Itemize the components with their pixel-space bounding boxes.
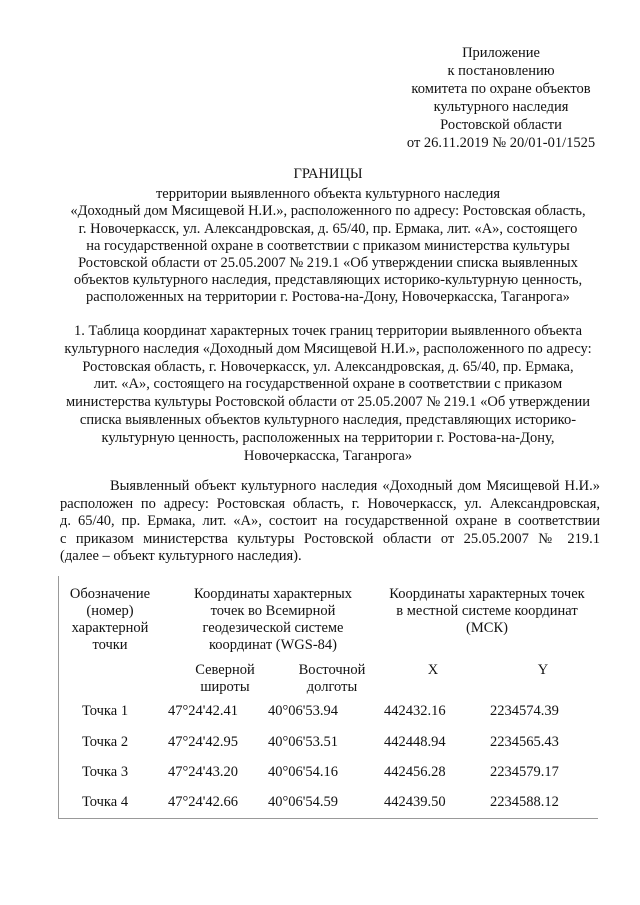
appendix-line: культурного наследия xyxy=(433,99,569,115)
subheader-longitude xyxy=(276,662,388,696)
table-bottom-border xyxy=(58,818,598,819)
header-line: Северной xyxy=(195,662,255,678)
cell-latitude: 47°24'42.41 xyxy=(168,703,239,719)
heading-line: на государственной охране в соответствии с приказом министерства культуры xyxy=(86,237,570,254)
section-line: культурного наследия «Доходный дом Мясищевой Н.И.», расположенного по адресу: xyxy=(64,340,592,357)
subheader-y: Y xyxy=(537,662,549,678)
cell-point: Точка 4 xyxy=(82,794,129,810)
header-line: точки xyxy=(92,637,128,653)
section-title xyxy=(56,323,600,465)
cell-point: Точка 3 xyxy=(82,764,129,780)
header-line: Восточной xyxy=(298,662,366,678)
appendix-header xyxy=(396,44,606,152)
header-line: точек во Всемирной xyxy=(210,603,336,619)
paragraph-line: Выявленный объект культурного наследия «Доходный дом Мясищевой Н.И.» xyxy=(110,478,600,494)
section-line: культурную ценность, расположенных на территории г. Ростова-на-Дону, xyxy=(101,429,555,446)
header-point-designation xyxy=(58,586,162,654)
section-line: списка выявленных объектов культурного наследия, представляющих историко- xyxy=(79,411,577,428)
section-line: лит. «А», состоящего на государственной охране в соответствии с приказом xyxy=(93,376,563,393)
cell-point: Точка 2 xyxy=(82,734,129,750)
document-heading xyxy=(58,166,598,307)
cell-x: 442432.16 xyxy=(384,703,446,719)
header-line: Координаты характерных точек xyxy=(389,586,585,602)
header-line: (номер) xyxy=(86,603,134,619)
header-line: Обозначение xyxy=(69,586,151,602)
cell-x: 442439.50 xyxy=(384,794,446,810)
appendix-line: Приложение xyxy=(462,45,540,61)
appendix-line: к постановлению xyxy=(447,63,555,79)
subheader-x: X xyxy=(427,662,439,678)
section-line: Ростовская область, г. Новочеркасск, ул. Александровская, д. 65/40, пр. Ермака, xyxy=(82,358,574,375)
appendix-line: от 26.11.2019 № 20/01-01/1525 xyxy=(406,135,596,151)
cell-latitude: 47°24'42.66 xyxy=(168,794,239,810)
paragraph-line: расположен по адресу: Ростовская область, г. Новочеркасск, ул. Александровская, xyxy=(60,495,600,512)
section-line: Новочеркасска, Таганрога» xyxy=(243,447,413,464)
cell-latitude: 47°24'42.95 xyxy=(168,734,239,750)
cell-y: 2234565.43 xyxy=(490,734,559,750)
header-line: долготы xyxy=(306,679,358,695)
appendix-line: Ростовской области xyxy=(440,117,562,133)
cell-y: 2234579.17 xyxy=(490,764,559,780)
heading-line: «Доходный дом Мясищевой Н.И.», расположенного по адресу: Ростовская область, xyxy=(70,203,586,220)
cell-y: 2234588.12 xyxy=(490,794,559,810)
heading-line: объектов культурного наследия, представляющих историко-культурную ценность, xyxy=(73,272,583,289)
header-line: характерной xyxy=(71,620,149,636)
header-wgs84 xyxy=(178,586,368,654)
appendix-line: комитета по охране объектов xyxy=(411,81,591,97)
heading-line: Ростовской области от 25.05.2007 № 219.1 «Об утверждении списка выявленных xyxy=(78,255,578,272)
document-title: ГРАНИЦЫ xyxy=(293,166,363,182)
cell-longitude: 40°06'53.94 xyxy=(268,703,339,719)
paragraph-line: с приказом министерства культуры Ростовской области от 25.05.2007 № 219.1 xyxy=(60,530,600,547)
cell-x: 442448.94 xyxy=(384,734,446,750)
paragraph-line: (далее – объект культурного наследия). xyxy=(60,548,302,565)
header-line: геодезической системе xyxy=(202,620,344,636)
header-line: Координаты характерных xyxy=(194,586,352,602)
body-paragraph xyxy=(60,478,600,566)
cell-y: 2234574.39 xyxy=(490,703,559,719)
cell-longitude: 40°06'53.51 xyxy=(268,734,339,750)
cell-longitude: 40°06'54.16 xyxy=(268,764,339,780)
heading-line: расположенных на территории г. Ростова-на-Дону, Новочеркасска, Таганрога» xyxy=(86,289,570,306)
heading-line: территории выявленного объекта культурного наследия xyxy=(155,186,501,203)
subheader-latitude xyxy=(170,662,280,696)
cell-x: 442456.28 xyxy=(384,764,446,780)
header-line: широты xyxy=(200,679,250,695)
cell-point: Точка 1 xyxy=(82,703,129,719)
cell-latitude: 47°24'43.20 xyxy=(168,764,239,780)
header-line: в местной системе координат xyxy=(396,603,578,619)
cell-longitude: 40°06'54.59 xyxy=(268,794,339,810)
header-line: (МСК) xyxy=(466,620,508,636)
header-msk xyxy=(376,586,598,637)
paragraph-line: д. 65/40, пр. Ермака, лит. «А», состоит на государственной охране в соответствии xyxy=(60,513,600,530)
section-line: министерства культуры Ростовской области от 25.05.2007 № 219.1 «Об утверждении xyxy=(65,394,591,411)
heading-line: г. Новочеркасск, ул. Александровская, д. 65/40, пр. Ермака, лит. «А», состоящего xyxy=(78,220,578,237)
section-line: 1. Таблица координат характерных точек границ территории выявленного объекта xyxy=(73,323,583,339)
header-line: координат (WGS-84) xyxy=(209,637,337,653)
